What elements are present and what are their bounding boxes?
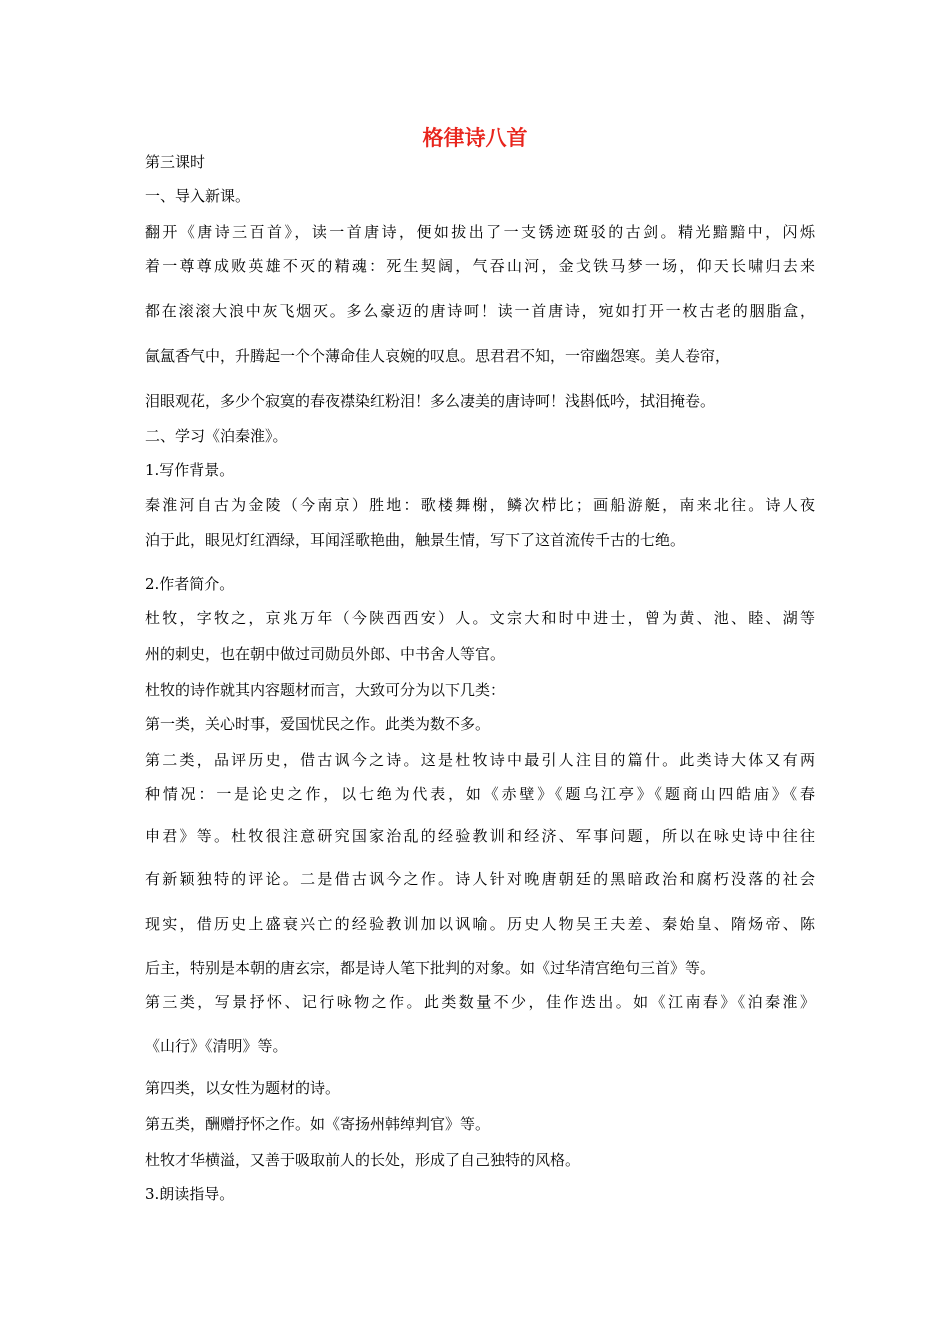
paragraph-line: 第三类，写景抒怀、记行咏物之作。此类数量不少，佳作迭出。如《江南春》《泊秦淮》 [145, 993, 815, 1011]
paragraph-line: 第三课时 [145, 153, 206, 171]
paragraph-line: 1.写作背景。 [145, 461, 235, 479]
paragraph-line: 后主，特别是本朝的唐玄宗，都是诗人笔下批判的对象。如《过华清宫绝句三首》等。 [145, 959, 716, 977]
paragraph-line: 翻开《唐诗三百首》，读一首唐诗，便如拔出了一支锈迹斑驳的古剑。精光黯黯中，闪烁 [145, 223, 815, 241]
paragraph-line: 种情况：一是论史之作，以七绝为代表，如《赤壁》《题乌江亭》《题商山四皓庙》《春 [145, 785, 815, 803]
paragraph-line: 第二类，品评历史，借古讽今之诗。这是杜牧诗中最引人注目的篇什。此类诗大体又有两 [145, 751, 815, 769]
paragraph-line: 都在滚滚大浪中灰飞烟灭。多么豪迈的唐诗呵！读一首唐诗，宛如打开一枚古老的胭脂盒， [145, 302, 815, 320]
paragraph-line: 着一尊尊成败英雄不灭的精魂：死生契阔，气吞山河，金戈铁马梦一场，仰天长啸归去来 [145, 257, 815, 275]
paragraph-line: 申君》等。杜牧很注意研究国家治乱的经验教训和经济、军事问题，所以在咏史诗中往往 [145, 827, 815, 845]
paragraph-line: 泊于此，眼见灯红酒绿，耳闻淫歌艳曲，触景生情，写下了这首流传千古的七绝。 [145, 531, 686, 549]
paragraph-line: 《山行》《清明》等。 [145, 1037, 288, 1055]
paragraph-line: 州的刺史，也在朝中做过司勋员外郎、中书舍人等官。 [145, 645, 506, 663]
paragraph-line: 秦淮河自古为金陵（今南京）胜地：歌楼舞榭，鳞次栉比；画船游艇，南来北往。诗人夜 [145, 496, 815, 514]
paragraph-line: 杜牧，字牧之，京兆万年（今陕西西安）人。文宗大和时中进士，曾为黄、池、睦、湖等 [145, 609, 815, 627]
paragraph-line: 二、学习《泊秦淮》。 [145, 427, 288, 445]
paragraph-line: 杜牧的诗作就其内容题材而言，大致可分为以下几类： [145, 681, 506, 699]
paragraph-line: 2.作者简介。 [145, 575, 235, 593]
paragraph-line: 有新颖独特的评论。二是借古讽今之作。诗人针对晚唐朝廷的黑暗政治和腐朽没落的社会 [145, 870, 815, 888]
document-title: 格律诗八首 [422, 125, 528, 150]
paragraph-line: 3.朗读指导。 [145, 1185, 235, 1203]
paragraph-line: 氤氲香气中，升腾起一个个薄命佳人哀婉的叹息。思君君不知，一帘幽怨寒。美人卷帘， [145, 347, 731, 365]
paragraph-line: 杜牧才华横溢，又善于吸取前人的长处，形成了自己独特的风格。 [145, 1151, 581, 1169]
paragraph-line: 第四类，以女性为题材的诗。 [145, 1079, 341, 1097]
paragraph-line: 一、导入新课。 [145, 187, 251, 205]
paragraph-line: 第一类，关心时事，爱国忧民之作。此类为数不多。 [145, 715, 491, 733]
paragraph-line: 现实，借历史上盛衰兴亡的经验教训加以讽喻。历史人物吴王夫差、秦始皇、隋炀帝、陈 [145, 915, 815, 933]
paragraph-line: 第五类，酬赠抒怀之作。如《寄扬州韩绰判官》等。 [145, 1115, 491, 1133]
paragraph-line: 泪眼观花，多少个寂寞的春夜襟染红粉泪！多么凄美的唐诗呵！浅斟低吟，拭泪掩卷。 [145, 392, 716, 410]
